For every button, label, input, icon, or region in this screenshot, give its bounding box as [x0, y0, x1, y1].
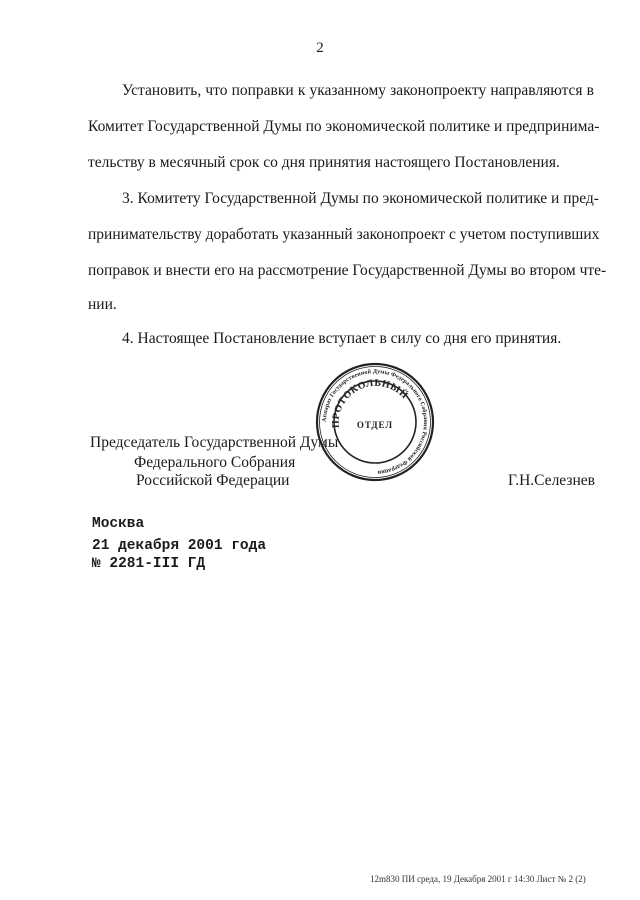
stamp-center-text: ОТДЕЛ: [356, 420, 394, 430]
fax-footer: 12m830 ПИ среда, 19 Декабря 2001 г 14:30 Лист № 2 (2): [370, 874, 586, 884]
stamp-outer-text: Аппарат Государственной Думы Федерального Собрания Российской Федерации: [321, 368, 429, 475]
signature-title-line-1: Председатель Государственной Думы: [90, 434, 339, 451]
page-number: 2: [316, 40, 324, 56]
document-number: № 2281-III ГД: [92, 556, 206, 572]
signature-name: Г.Н.Селезнев: [508, 472, 595, 489]
paragraph-1-line-2: Комитет Государственной Думы по экономической политике и предпринима-: [88, 118, 600, 135]
document-date: 21 декабря 2001 года: [92, 538, 267, 554]
paragraph-3-line-4: нии.: [88, 296, 117, 313]
paragraph-1-line-1: Установить, что поправки к указанному законопроекту направляются в: [122, 82, 594, 99]
stamp-inner-text: ПРОТОКОЛЬНЫЙ: [330, 377, 410, 429]
paragraph-4: 4. Настоящее Постановление вступает в силу со дня его принятия.: [122, 330, 562, 347]
city: Москва: [92, 516, 145, 532]
paragraph-3-line-1: 3. Комитету Государственной Думы по экономической политике и пред-: [122, 190, 599, 207]
official-stamp: [315, 362, 435, 482]
paragraph-1-line-3: тельству в месячный срок со дня принятия настоящего Постановления.: [88, 154, 560, 171]
signature-title-line-2: Федерального Собрания: [134, 454, 296, 471]
paragraph-3-line-3: поправок и внести его на рассмотрение Государственной Думы во втором чте-: [88, 262, 607, 279]
paragraph-3-line-2: принимательству доработать указанный законопроект с учетом поступивших: [88, 226, 600, 243]
signature-title-line-3: Российской Федерации: [136, 472, 290, 489]
